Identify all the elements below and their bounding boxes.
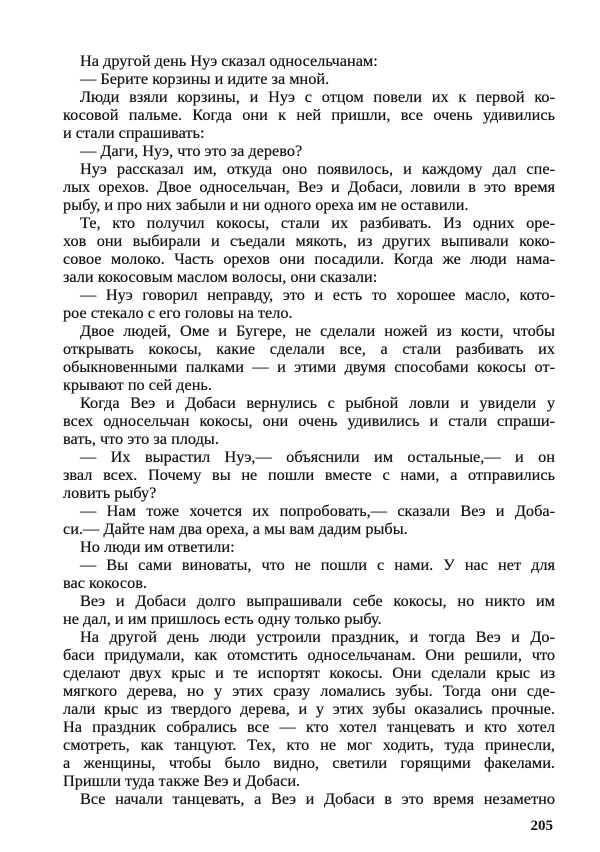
text-line: и стали спрашивать: bbox=[63, 123, 205, 142]
text-line: всех односельчан кокосы, они очень удивились и стали спраши- bbox=[63, 411, 555, 430]
text-line: Но люди им ответили: bbox=[80, 537, 235, 556]
text-line: совое молоко. Часть орехов они посадили. Когда же люди нама- bbox=[63, 249, 555, 268]
text-line: зали кокосовым маслом волосы, они сказали: bbox=[63, 267, 378, 286]
text-line: Веэ и Добаси долго выпрашивали себе кокосы, но никто им bbox=[80, 591, 555, 610]
text-line: вас кокосов. bbox=[63, 573, 147, 592]
text-line: смотреть, как танцуют. Тех, кто не мог ходить, туда принесли, bbox=[63, 735, 555, 754]
text-line: рое стекало с его головы на тело. bbox=[63, 303, 293, 322]
text-line: Пришли туда также Веэ и Добаси. bbox=[63, 771, 301, 790]
text-line: Люди взяли корзины, и Нуэ с отцом повели их к первой ко- bbox=[80, 87, 555, 106]
text-line: сделают двух крыс и те испортят кокосы. Они сделали крыс из bbox=[63, 663, 555, 682]
page-number: 205 bbox=[530, 818, 553, 834]
page-body-text bbox=[63, 52, 555, 808]
text-line: а женщины, чтобы было видно, светили горящими факелами. bbox=[63, 753, 555, 772]
text-line: звал всех. Почему вы не пошли вместе с нами, а отправились bbox=[63, 465, 555, 484]
text-line: крывают по сей день. bbox=[63, 375, 212, 394]
text-line: обыкновенными палками — и этими двумя способами кокосы от- bbox=[63, 357, 555, 376]
text-line: — Берите корзины и идите за мной. bbox=[80, 69, 330, 88]
text-line: открывать кокосы, какие сделали все, а стали разбивать их bbox=[63, 339, 555, 358]
text-line: Двое людей, Оме и Бугере, не сделали ножей из кости, чтобы bbox=[80, 321, 555, 340]
text-line: — Даги, Нуэ, что это за дерево? bbox=[80, 141, 303, 160]
text-line: косовой пальме. Когда они к ней пришли, все очень удивились bbox=[63, 105, 555, 124]
text-line: мягкого дерева, но у этих сразу ломались зубы. Тогда они сде- bbox=[63, 681, 555, 700]
text-line: вать, что это за плоды. bbox=[63, 429, 219, 448]
text-line: хов они выбирали и съедали мякоть, из других выпивали коко- bbox=[63, 231, 555, 250]
text-line: лых орехов. Двое односельчан, Веэ и Добаси, ловили в это время bbox=[63, 177, 555, 196]
text-line: баси придумали, как отомстить односельчанам. Они решили, что bbox=[63, 645, 555, 664]
text-line: — Вы сами виноваты, что не пошли с нами. У нас нет для bbox=[80, 555, 555, 574]
text-line: не дал, и им пришлось есть одну только рыбу. bbox=[63, 609, 382, 628]
text-line: На праздник собрались все — кто хотел танцевать и кто хотел bbox=[63, 717, 555, 736]
text-line: Все начали танцевать, а Веэ и Добаси в это время незаметно bbox=[80, 789, 555, 808]
text-line: — Их вырастил Нуэ,— объяснили им остальные,— и он bbox=[80, 447, 555, 466]
text-line: Те, кто получил кокосы, стали их разбивать. Из одних оре- bbox=[80, 213, 555, 232]
text-line: Когда Веэ и Добаси вернулись с рыбной ловли и увидели у bbox=[80, 393, 555, 412]
text-line: лали крыс из твердого дерева, и у этих зубы оказались прочные. bbox=[63, 699, 555, 718]
text-line: си.— Дайте нам два ореха, а мы вам дадим рыбы. bbox=[63, 519, 408, 538]
text-line: рыбу, и про них забыли и ни одного ореха им не оставили. bbox=[63, 195, 469, 214]
text-line: На другой день Нуэ сказал односельчанам: bbox=[80, 51, 378, 70]
text-line: Нуэ рассказал им, откуда оно появилось, и каждому дал спе- bbox=[80, 159, 555, 178]
text-line: — Нуэ говорил неправду, это и есть то хорошее масло, кото- bbox=[80, 285, 555, 304]
text-line: — Нам тоже хочется их попробовать,— сказали Веэ и Доба- bbox=[80, 501, 555, 520]
text-line: На другой день люди устроили праздник, и тогда Веэ и До- bbox=[80, 627, 555, 646]
text-line: ловить рыбу? bbox=[63, 483, 157, 502]
